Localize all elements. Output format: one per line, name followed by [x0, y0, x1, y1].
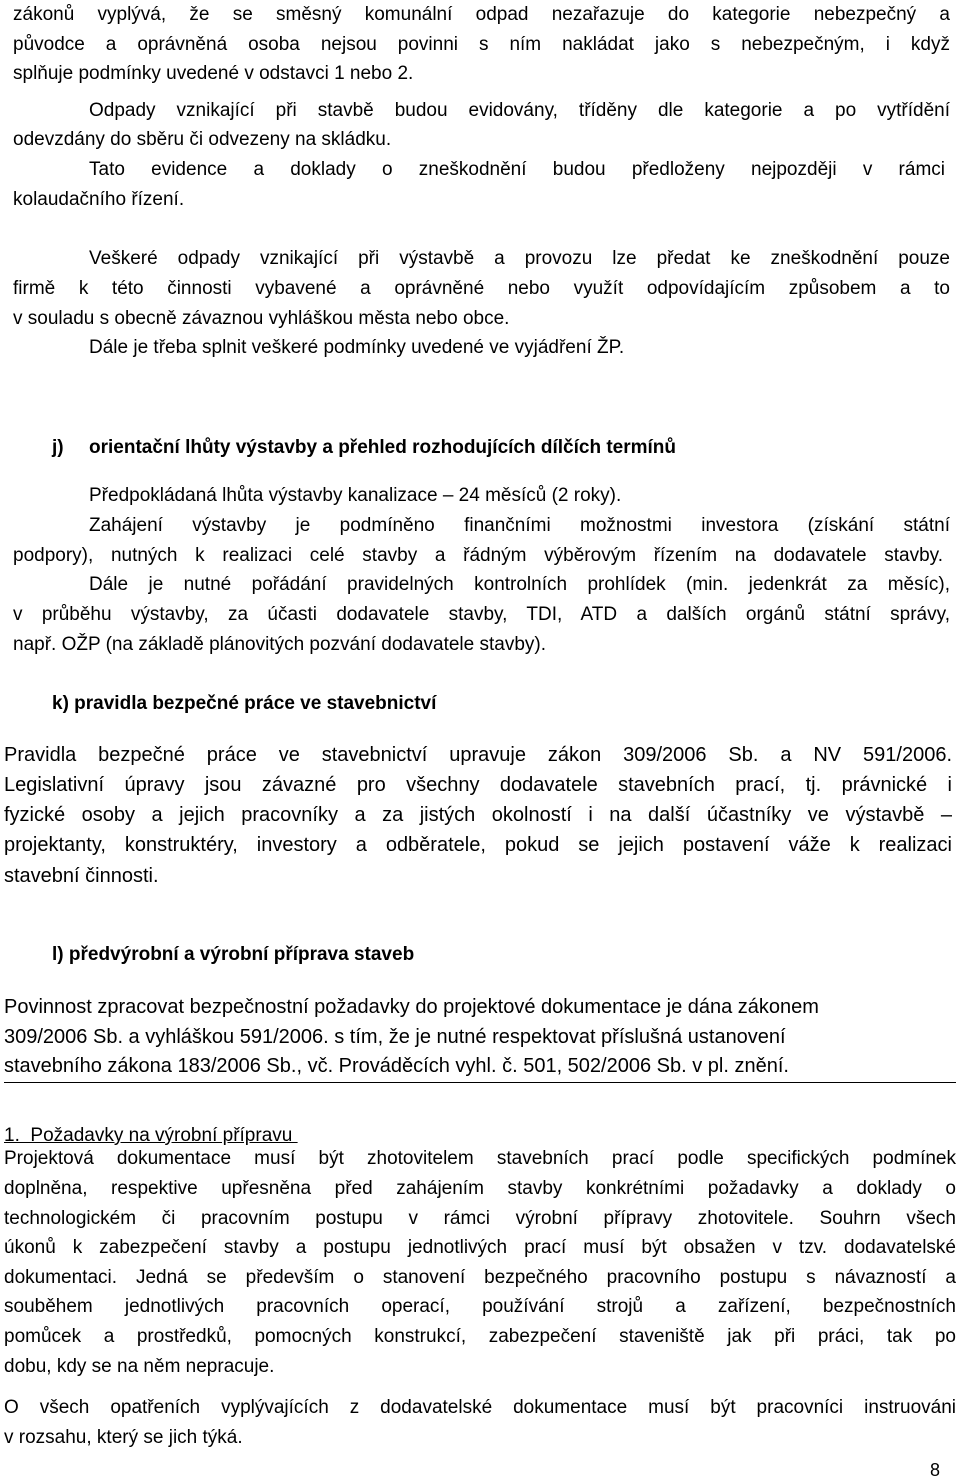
paragraph-line: souběhem jednotlivých pracovních operací, používání strojů a zařízení, bezpečnostních [4, 1296, 956, 1317]
paragraph-line: podpory), nutných k realizaci celé stavby a řádným výběrovým řízením na dodavatele stavby. [13, 545, 943, 566]
paragraph-line: odevzdány do sběru či odvezeny na skládku. [13, 129, 392, 150]
paragraph-line: např. OŽP (na základě plánovitých pozvání dodavatele stavby). [13, 634, 547, 655]
paragraph-line: Povinnost zpracovat bezpečnostní požadavky do projektové dokumentace je dána zákonem [4, 996, 819, 1018]
paragraph-line: Legislativní úpravy jsou závazné pro všechny dodavatele stavebních prací, tj. právnické i [4, 774, 952, 796]
paragraph-line: zákonů vyplývá, že se směsný komunální odpad nezařazuje do kategorie nebezpečný a [13, 4, 950, 25]
paragraph-line: Zahájení výstavby je podmíněno finančními možnostmi investora (získání státní [89, 515, 950, 536]
paragraph-line: v průběhu výstavby, za účasti dodavatele stavby, TDI, ATD a dalších orgánů státní správy, [13, 604, 950, 625]
paragraph-line: v souladu s obecně závaznou vyhláškou města nebo obce. [13, 308, 510, 329]
paragraph-line: stavební činnosti. [4, 865, 159, 887]
section-heading: k) pravidla bezpečné práce ve stavebnictví [52, 693, 437, 714]
page-number: 8 [929, 1460, 940, 1480]
section-heading: orientační lhůty výstavby a přehled rozhodujících dílčích termínů [89, 437, 677, 458]
paragraph-line: původce a oprávněná osoba nejsou povinni s ním nakládat jako s nebezpečným, i když [13, 34, 950, 55]
paragraph-line: dokumentaci. Jedná se především o stanovení bezpečného pracovního postupu s návazností a [4, 1267, 956, 1288]
horizontal-rule [4, 1082, 956, 1083]
paragraph-line: Dále je třeba splnit veškeré podmínky uvedené ve vyjádření ŽP. [89, 337, 625, 358]
paragraph-line: stavebního zákona 183/2006 Sb., vč. Prováděcích vyhl. č. 501, 502/2006 Sb. v pl. znění. [4, 1055, 789, 1077]
paragraph-line: Předpokládaná lhůta výstavby kanalizace – 24 měsíců (2 roky). [89, 485, 622, 506]
paragraph-line: Pravidla bezpečné práce ve stavebnictví upravuje zákon 309/2006 Sb. a NV 591/2006. [4, 744, 952, 766]
subsection-heading: 1. Požadavky na výrobní přípravu [4, 1125, 298, 1146]
section-heading: l) předvýrobní a výrobní příprava staveb [52, 944, 415, 965]
paragraph-line: kolaudačního řízení. [13, 189, 185, 210]
paragraph-line: technologickém či pracovním postupu v rámci výrobní přípravy zhotovitele. Souhrn všech [4, 1208, 956, 1229]
paragraph-line: splňuje podmínky uvedené v odstavci 1 nebo 2. [13, 63, 414, 84]
paragraph-line: fyzické osoby a jejich pracovníky a za jistých okolností i na další účastníky ve výstavbě – [4, 804, 952, 826]
paragraph-line: úkonů k zabezpečení stavby a postupu jednotlivých prací musí být obsažen v tzv. dodavatelské [4, 1237, 956, 1258]
paragraph-line: Odpady vznikající při stavbě budou evidovány, tříděny dle kategorie a po vytřídění [89, 100, 950, 121]
paragraph-line: firmě k této činnosti vybavené a oprávněné nebo využít odpovídajícím způsobem a to [13, 278, 950, 299]
paragraph-line: Projektová dokumentace musí být zhotovitelem stavebních prací podle specifických podmínek [4, 1148, 956, 1169]
section-label: j) [52, 437, 64, 458]
paragraph-line: dobu, kdy se na něm nepracuje. [4, 1356, 275, 1377]
paragraph-line: 309/2006 Sb. a vyhláškou 591/2006. s tím, že je nutné respektovat příslušná ustanovení [4, 1026, 786, 1048]
paragraph-line: O všech opatřeních vyplývajících z dodavatelské dokumentace musí být pracovníci instruováni [4, 1397, 956, 1418]
paragraph-line: projektanty, konstruktéry, investory a odběratele, pokud se jejich postavení váže k realizaci [4, 834, 952, 856]
paragraph-line: Tato evidence a doklady o zneškodnění budou předloženy nejpozději v rámci [89, 159, 945, 180]
paragraph-line: Veškeré odpady vznikající při výstavbě a provozu lze předat ke zneškodnění pouze [89, 248, 950, 269]
paragraph-line: v rozsahu, který se jich týká. [4, 1427, 243, 1448]
paragraph-line: doplněna, respektive upřesněna před zahájením stavby konkrétními požadavky a doklady o [4, 1178, 956, 1199]
paragraph-line: Dále je nutné pořádání pravidelných kontrolních prohlídek (min. jedenkrát za měsíc), [89, 574, 950, 595]
paragraph-line: pomůcek a prostředků, pomocných konstrukcí, zabezpečení staveniště jak při práci, tak po [4, 1326, 956, 1347]
